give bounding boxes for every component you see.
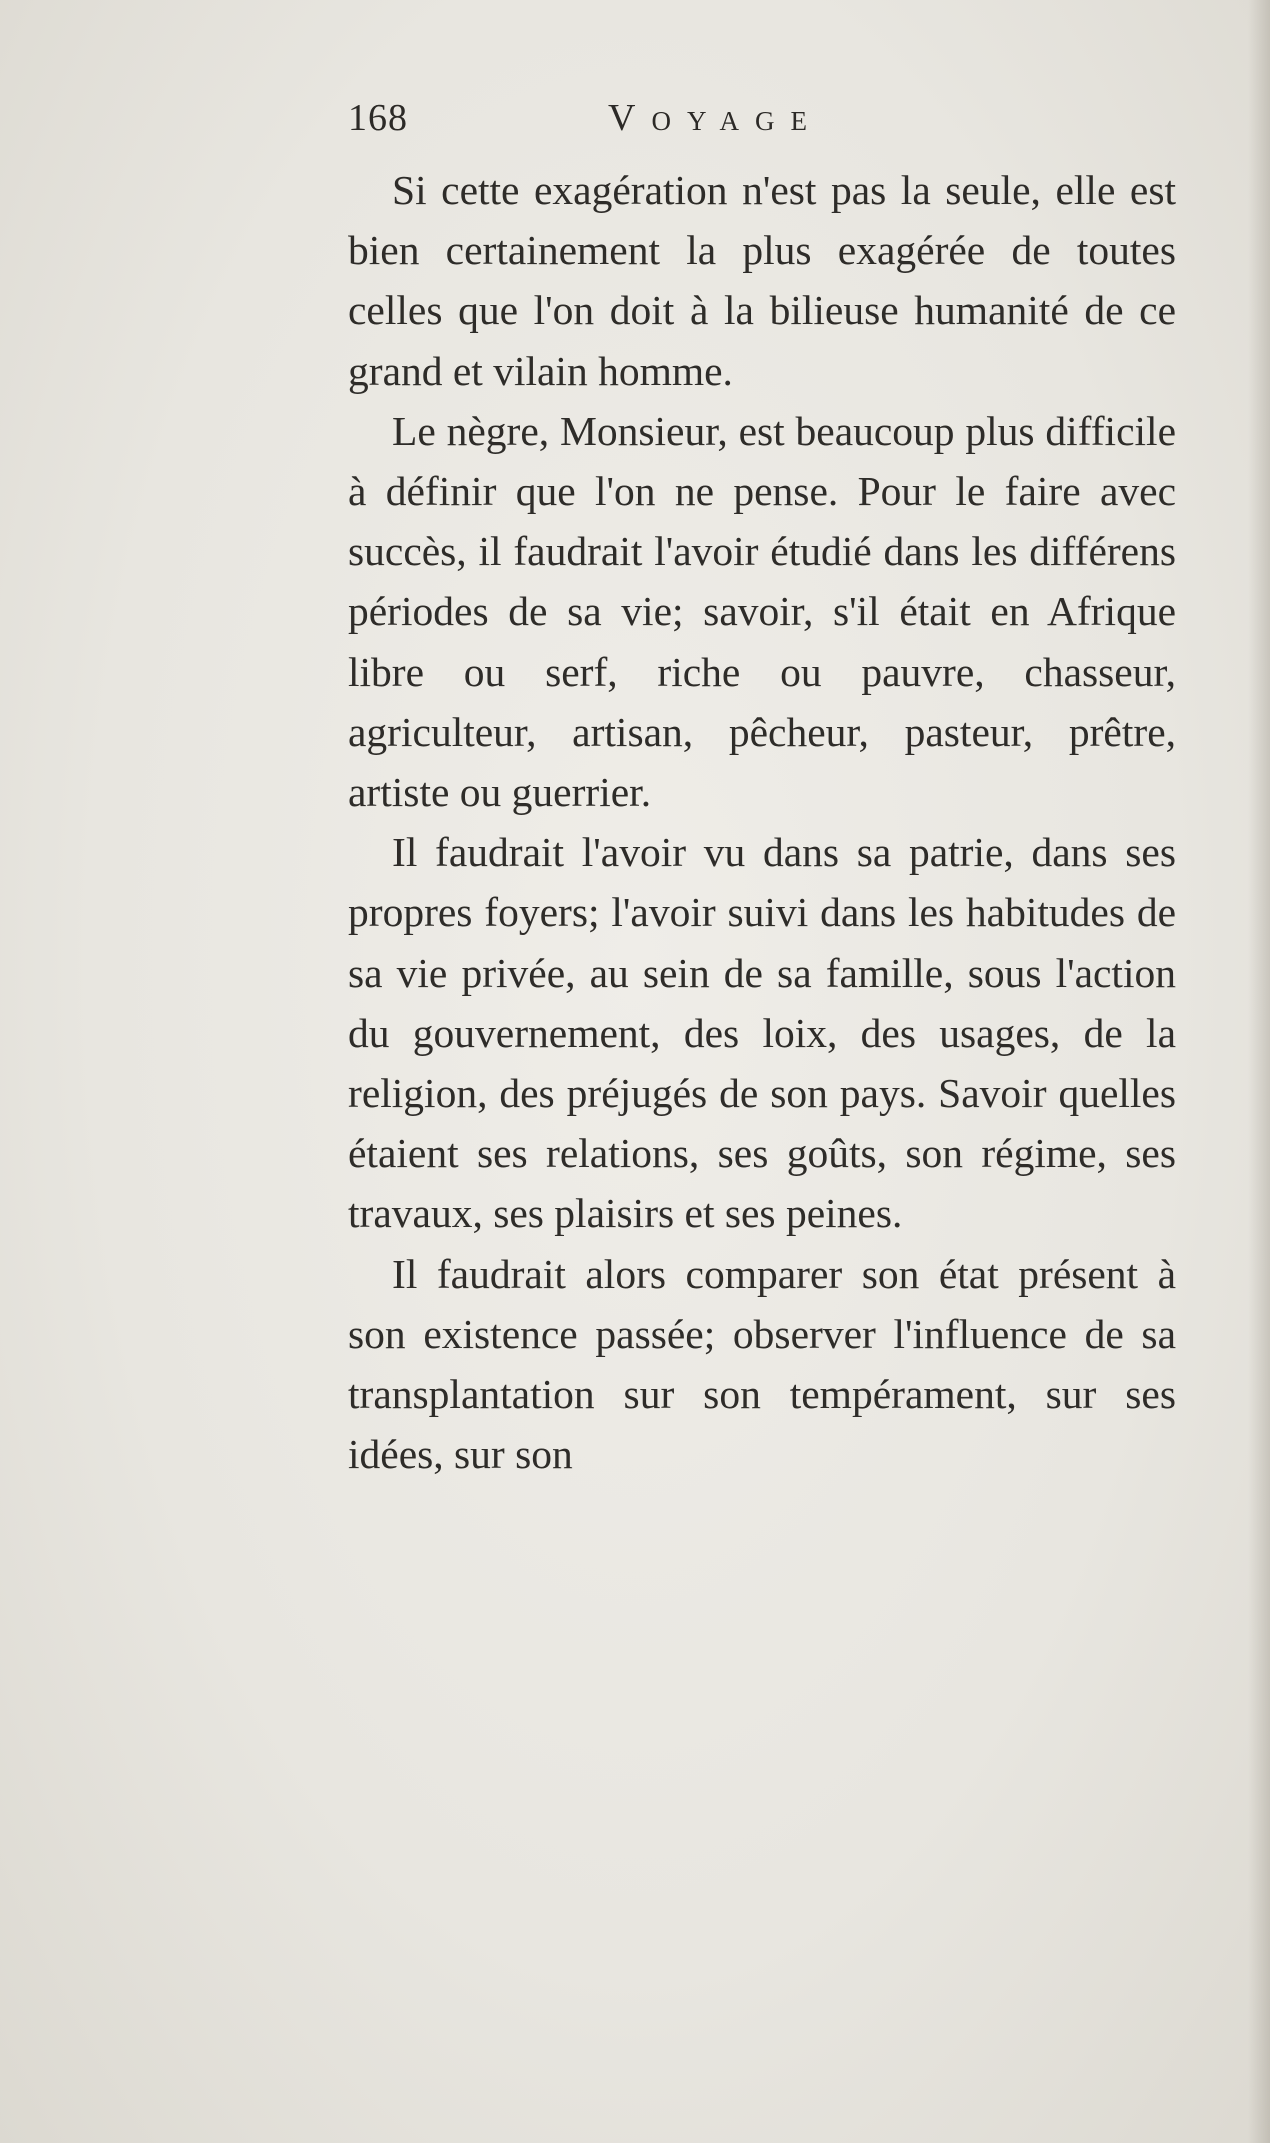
running-head bbox=[348, 96, 908, 146]
page-edge-shadow bbox=[1248, 0, 1270, 2143]
page-number: 168 bbox=[348, 97, 408, 139]
paragraph-4: Il faudrait alors comparer son état présent à son existence passée; observer l'influence de sa transplantation sur son tempérament, sur ses idées, sur son bbox=[348, 1250, 1176, 1478]
paragraph-2: Le nègre, Monsieur, est beaucoup plus difficile à définir que l'on ne pense. Pour le faire avec succès, il faudrait l'avoir étudié dans les différens périodes de sa vie; savoir, s'il était en Afrique libre ou serf, riche ou pauvre, chasseur, agriculteur, artisan, pêcheur, pasteur, prêtre, artiste ou guerrier. bbox=[348, 407, 1176, 816]
running-title: Voyage bbox=[608, 97, 823, 139]
paragraph-1: Si cette exagération n'est pas la seule, elle est bien certainement la plus exagérée de toutes celles que l'on doit à la bilieuse humanité de ce grand et vilain homme. bbox=[348, 167, 1176, 394]
paragraph-3: Il faudrait l'avoir vu dans sa patrie, dans ses propres foyers; l'avoir suivi dans les habitudes de sa vie privée, au sein de sa famille, sous l'action du gouvernement, des loix, des usages, de la religion, des préjugés de son pays. Savoir quelles étaient ses relations, ses goûts, son régime, ses travaux, ses plaisirs et ses peines. bbox=[348, 829, 1176, 1237]
body-text bbox=[348, 160, 1176, 1484]
